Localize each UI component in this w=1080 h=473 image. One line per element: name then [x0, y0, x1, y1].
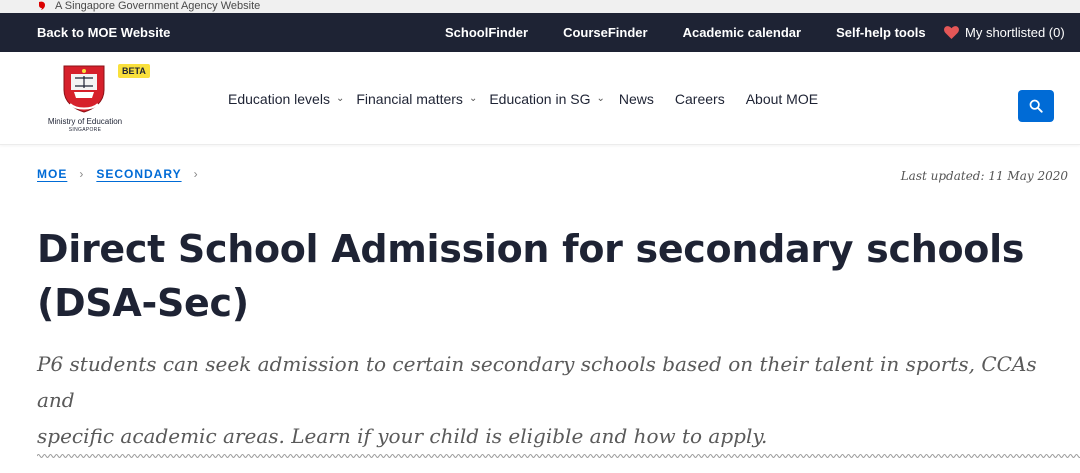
moe-crest-icon	[62, 64, 106, 114]
page-subtitle-line-1: P6 students can seek admission to certain secondary schools based on their talent in sports, CCAs and	[37, 352, 1037, 412]
heart-icon	[944, 26, 959, 39]
breadcrumb-secondary[interactable]: SECONDARY	[96, 167, 182, 181]
nav-financial-matters[interactable]	[356, 91, 477, 107]
back-to-moe-link[interactable]: Back to MOE Website	[37, 25, 171, 40]
page-subtitle-line-2: specific academic areas. Learn if your child is eligible and how to apply.	[37, 424, 768, 448]
page-title-line-2: (DSA-Sec)	[37, 281, 249, 325]
schoolfinder-link[interactable]: SchoolFinder	[445, 25, 529, 40]
beta-badge: BETA	[118, 64, 150, 78]
utility-links	[445, 25, 926, 40]
nav-education-in-sg-label: Education in SG	[489, 90, 591, 107]
academic-calendar-link[interactable]: Academic calendar	[682, 25, 802, 40]
page-subtitle	[37, 346, 1077, 454]
nav-news[interactable]: News	[618, 90, 654, 107]
self-help-tools-link[interactable]: Self-help tools	[836, 25, 926, 40]
chevron-right-icon: ›	[193, 167, 199, 181]
search-button[interactable]	[1018, 90, 1054, 122]
chevron-right-icon: ›	[79, 167, 85, 181]
nav-education-levels[interactable]	[228, 91, 344, 107]
gov-masthead	[0, 0, 1080, 13]
logo-country: SINGAPORE	[68, 127, 102, 133]
page-title-line-1: Direct School Admission for secondary schools	[37, 227, 1025, 271]
page-title	[37, 222, 1037, 330]
search-icon	[1029, 99, 1043, 113]
chevron-down-icon: ⌄	[468, 93, 478, 104]
main-navigation	[228, 52, 818, 145]
masthead-text: A Singapore Government Agency Website	[55, 0, 261, 12]
nav-about-moe[interactable]: About MOE	[745, 90, 819, 107]
lion-head-icon	[37, 1, 47, 11]
my-shortlisted-link[interactable]	[944, 25, 1065, 40]
nav-education-levels-label: Education levels	[228, 90, 330, 107]
site-header	[0, 52, 1080, 145]
nav-education-in-sg[interactable]	[489, 91, 605, 107]
moe-logo[interactable]	[30, 60, 146, 140]
logo-ministry-name: Ministry of Education	[47, 117, 123, 126]
nav-financial-matters-label: Financial matters	[356, 90, 463, 107]
shortlist-label: My shortlisted (0)	[965, 25, 1065, 40]
breadcrumb-moe[interactable]: MOE	[37, 167, 68, 181]
breadcrumb	[37, 167, 211, 181]
chevron-down-icon: ⌄	[335, 93, 345, 104]
wavy-divider	[37, 452, 1080, 460]
chevron-down-icon: ⌄	[596, 93, 605, 104]
utility-bar	[0, 13, 1080, 52]
last-updated: Last updated: 11 May 2020	[900, 169, 1068, 183]
nav-careers[interactable]: Careers	[674, 90, 725, 107]
coursefinder-link[interactable]: CourseFinder	[563, 25, 648, 40]
